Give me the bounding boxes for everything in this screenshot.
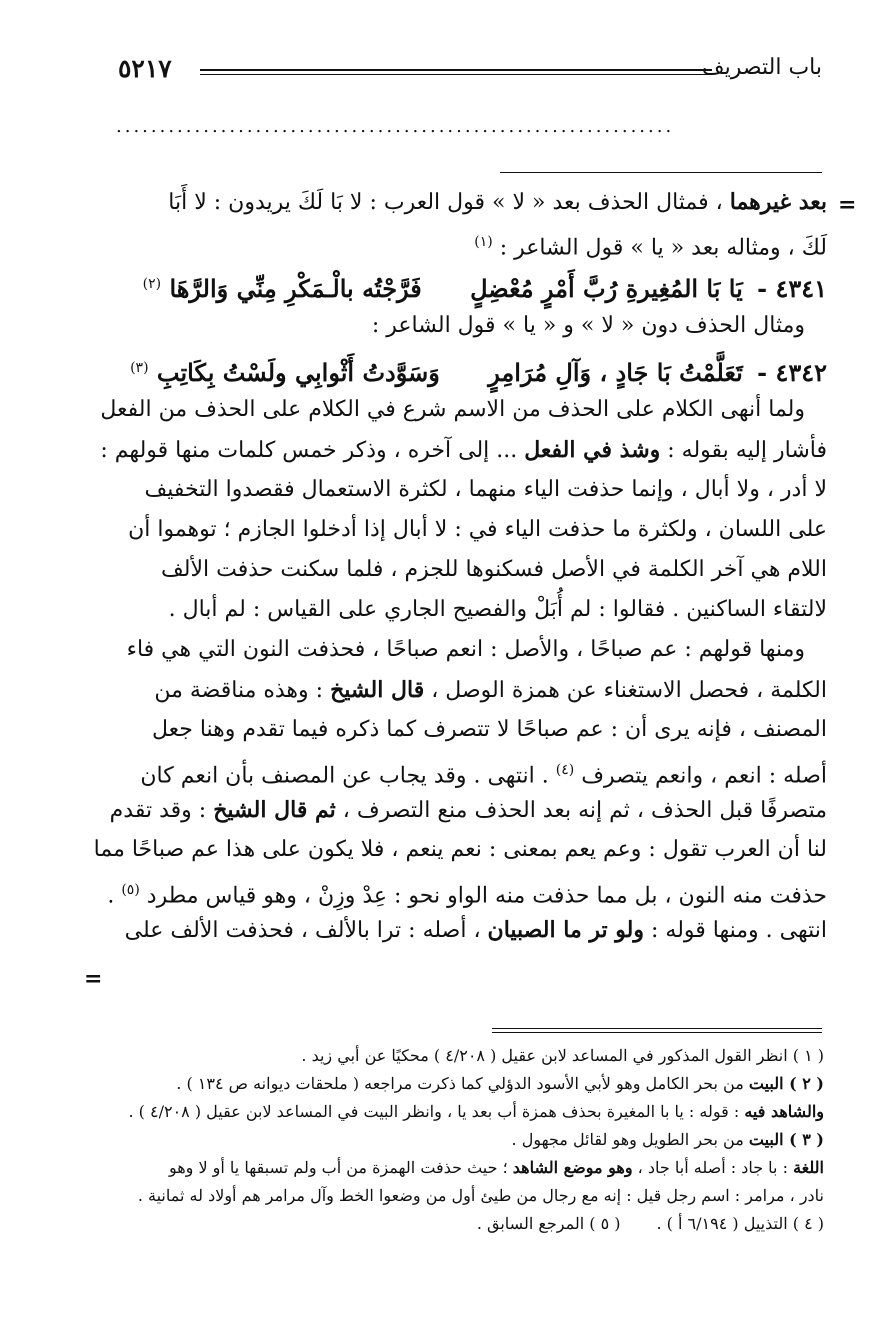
text-span: فأشار إليه بقوله : bbox=[660, 438, 827, 463]
footnote-ref: (١) bbox=[474, 234, 493, 250]
text-line bbox=[112, 710, 827, 750]
text-line bbox=[112, 306, 827, 346]
text-span: ولما أنهى الكلام على الحذف من الاسم شرع في الكلام على الحذف من الفعل bbox=[100, 397, 805, 422]
verse-4341 bbox=[112, 262, 827, 306]
footnote-rule bbox=[492, 1032, 822, 1033]
text-span: ، فمثال الحذف بعد « لا » قول العرب : لا بَا لَكَ يريدون : لا أَبَا bbox=[168, 190, 730, 215]
text-span: لالتقاء الساكنين . فقالوا : لم أُبَلْ والفصيح الجاري على القياس : لم أبال . bbox=[168, 597, 827, 622]
footnote-rule bbox=[492, 1028, 822, 1029]
text-span: لنا أن العرب تقول : وعم يعم بمعنى : نعم ينعم ، فلا يكون على هذا عم صباحًا مما bbox=[93, 837, 827, 862]
text-span: . bbox=[107, 883, 122, 909]
chapter-title: باب التصريف bbox=[701, 55, 822, 80]
footnote-1 bbox=[112, 1042, 824, 1070]
main-text bbox=[93, 182, 827, 950]
text-span: : وقد تقدم bbox=[109, 798, 214, 823]
text-span: من بحر الطويل وهو لقائل مجهول . bbox=[511, 1130, 749, 1149]
text-line bbox=[112, 590, 827, 630]
text-span: اللام هي آخر الكلمة في الأصل فسكنوها للجزم ، فلما سكنت حذفت الألف bbox=[161, 557, 827, 582]
footnote-4: ( ٤ ) التذييل ( ٦/١٩٤ أ ) . bbox=[656, 1214, 824, 1233]
footnote-ref: (٥) bbox=[121, 882, 140, 898]
text-span: ... إلى آخره ، وذكر خمس كلمات منها قولهم : bbox=[100, 438, 525, 463]
verse-second-hemistich: وَسَوَّدتُ أَثْوابِي ولَسْتُ بِكَاتِبِ bbox=[156, 358, 440, 387]
text-line bbox=[112, 510, 827, 550]
text-span: على اللسان ، ولكثرة ما حذفت الياء في : لا أبال إذا أدخلوا الجازم ؛ توهموا أن bbox=[128, 517, 827, 542]
text-span: ، أصله : ترا بالألف ، فحذفت الألف على bbox=[124, 918, 488, 943]
text-span: نادر ، مرامر : اسم رجل قيل : إنه مع رجال من طيئ أول من وضعوا الخط وآل مرامر هم أولاد له ثمانية . bbox=[137, 1186, 824, 1205]
dotted-separator: ................................................................ bbox=[116, 116, 675, 137]
text-line bbox=[112, 910, 827, 950]
text-span: من بحر الكامل وهو لأبي الأسود الدؤلي كما ذكرت مراجعه ( ملحقات ديوانه ص ١٣٤ ) . bbox=[176, 1074, 749, 1093]
keyword: قال الشيخ bbox=[330, 677, 425, 703]
text-span: ( ١ ) انظر القول المذكور في المساعد لابن عقيل ( ٤/٢٠٨ ) محكيًا عن أبي زيد . bbox=[301, 1046, 824, 1065]
text-line bbox=[107, 870, 827, 910]
text-span: انتهى . ومنها قوله : bbox=[644, 918, 827, 943]
footnote-2-continued bbox=[112, 1098, 824, 1126]
page-header bbox=[112, 52, 822, 92]
text-span: لَكَ ، ومثاله بعد « يا » قول الشاعر : bbox=[499, 235, 827, 261]
text-line bbox=[112, 182, 827, 222]
text-span: : قوله : يا با المغيرة بحذف همزة أب بعد يا ، وانظر البيت في المساعد لابن عقيل ( ٤/٢٠٨ ) . bbox=[128, 1102, 745, 1121]
footnote-3-continued bbox=[112, 1154, 824, 1182]
text-line bbox=[100, 390, 827, 430]
text-line bbox=[112, 670, 827, 710]
keyword: بعد غيرهما bbox=[729, 189, 827, 215]
verse-number: ٤٣٤١ - bbox=[757, 274, 827, 303]
footnote-5: ( ٥ ) المرجع السابق . bbox=[476, 1214, 621, 1233]
text-span: ومنها قولهم : عم صباحًا ، والأصل : انعم صباحًا ، فحذفت النون التي هي فاء bbox=[126, 637, 805, 662]
text-span: أصله : انعم ، وانعم يتصرف bbox=[581, 763, 827, 789]
verse-second-hemistich: فَرَّجْتُه بالْـمَكْرِ مِنِّي وَالرَّهَا bbox=[169, 274, 422, 303]
verse-first-hemistich: يَا بَا المُغِيرةِ رُبَّ أَمْرٍ مُعْضِلٍ bbox=[470, 274, 743, 303]
footnote-lead: اللغة bbox=[793, 1158, 824, 1177]
text-span: متصرفًا قبل الحذف ، ثم إنه بعد الحذف منع التصرف ، bbox=[335, 798, 827, 823]
continuation-mark-top: = bbox=[838, 192, 857, 218]
text-line bbox=[100, 430, 827, 470]
separator-rule bbox=[500, 172, 822, 173]
keyword: وشذ في الفعل bbox=[524, 437, 661, 463]
footnote-lead: ( ٣ ) البيت bbox=[748, 1130, 824, 1149]
text-span: حذفت منه النون ، بل مما حذفت منه الواو نحو : عِدْ وزِنْ ، وهو قياس مطرد bbox=[146, 883, 827, 909]
text-span: المصنف ، فإنه يرى أن : عم صباحًا لا تتصرف كما ذكره فيما تقدم وهنا جعل bbox=[151, 717, 827, 742]
keyword: ثم قال الشيخ bbox=[213, 797, 336, 823]
footnote-ref: (٤) bbox=[555, 762, 575, 778]
text-span: ومثال الحذف دون « لا » و « يا » قول الشاعر : bbox=[371, 313, 805, 338]
text-span: : وهذه مناقضة من bbox=[154, 678, 331, 703]
footnote-3-continued bbox=[112, 1182, 824, 1210]
footnote-lead: وهو موضع الشاهد bbox=[512, 1158, 633, 1177]
text-span: : با جاد : أصله أبا جاد ، bbox=[632, 1158, 794, 1177]
page-number: ٥٢١٧ bbox=[118, 54, 172, 83]
text-line bbox=[93, 830, 827, 870]
verse-4342 bbox=[112, 346, 827, 390]
text-line bbox=[112, 550, 827, 590]
text-span: . انتهى . وقد يجاب عن المصنف بأن انعم كان bbox=[140, 763, 556, 789]
continuation-mark-bottom: = bbox=[84, 966, 103, 992]
footnote-ref: (٢) bbox=[142, 276, 162, 292]
verse-number: ٤٣٤٢ - bbox=[757, 358, 827, 387]
text-span: الكلمة ، فحصل الاستغناء عن همزة الوصل ، bbox=[424, 678, 827, 703]
text-line bbox=[112, 630, 827, 670]
footnote-3 bbox=[112, 1126, 824, 1154]
text-span: لا أدر ، ولا أبال ، وإنما حذفت الياء منهما ، لكثرة الاستعمال فقصدوا التخفيف bbox=[144, 477, 827, 502]
verse-first-hemistich: تَعَلَّمْتُ بَا جَادٍ ، وَآلِ مُرَامِرٍ bbox=[488, 358, 743, 387]
header-rule bbox=[200, 69, 712, 75]
text-span: ؛ حيث حذفت الهمزة من أب ولم تسبقها يا أو لا وهو bbox=[168, 1158, 513, 1177]
keyword: ولو تر ما الصبيان bbox=[487, 917, 644, 943]
text-line bbox=[112, 470, 827, 510]
footnote-lead: والشاهد فيه bbox=[744, 1102, 824, 1121]
footnote-lead: ( ٢ ) البيت bbox=[748, 1074, 824, 1093]
footnote-ref: (٣) bbox=[130, 360, 149, 376]
text-line bbox=[112, 750, 827, 790]
text-line bbox=[112, 222, 827, 262]
text-line bbox=[109, 790, 827, 830]
footnote-2 bbox=[112, 1070, 824, 1098]
footnotes bbox=[112, 1042, 824, 1238]
footnote-4-5 bbox=[112, 1210, 824, 1238]
